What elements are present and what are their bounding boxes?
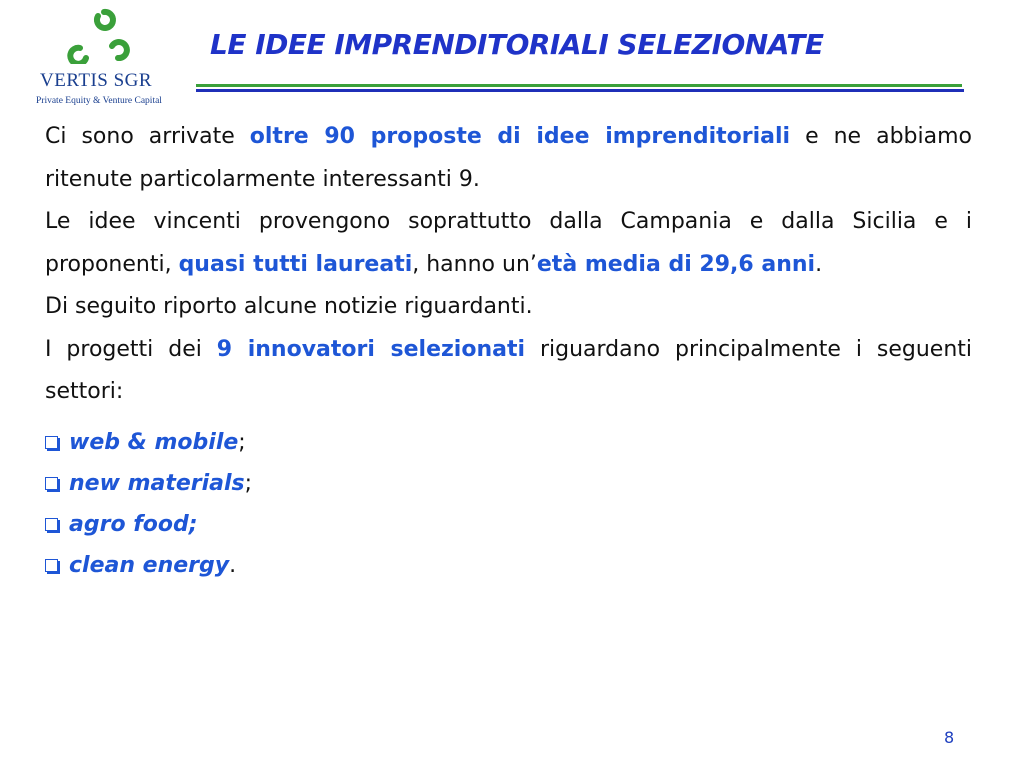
sector-suffix: ; — [238, 429, 246, 455]
highlight-innovators: 9 innovatori selezionati — [216, 336, 526, 362]
paragraph-text: I progetti dei — [45, 336, 217, 362]
paragraph-text: , hanno un’ — [412, 251, 537, 277]
sector-suffix: . — [229, 552, 237, 578]
sector-label: new materials — [69, 470, 245, 496]
highlight-average-age: età media di 29,6 anni — [536, 251, 816, 277]
checkbox-bullet-icon — [45, 559, 58, 572]
slide-title: LE IDEE IMPRENDITORIALI SELEZIONATE — [210, 28, 824, 61]
paragraph-news: Di seguito riporto alcune notizie riguardanti. — [45, 294, 533, 319]
title-rule-blue — [196, 89, 964, 92]
vertis-logo-icon — [66, 8, 130, 64]
page-number: 8 — [944, 728, 955, 747]
list-item — [45, 463, 972, 504]
checkbox-bullet-icon — [45, 518, 58, 531]
sector-suffix: ; — [244, 470, 253, 496]
sector-label: clean energy — [69, 552, 230, 578]
paragraph-text: Le idee vincenti provengono soprattutto dalla Campania e dalla Sicilia e i proponenti, — [45, 209, 972, 277]
list-item — [45, 422, 972, 463]
paragraph-projects — [45, 329, 972, 414]
vertis-logo — [28, 8, 178, 108]
paragraph-text: riguardano principalmente i seguenti settori: — [45, 336, 973, 404]
checkbox-bullet-icon — [45, 436, 58, 449]
title-rule-green — [196, 84, 962, 87]
sector-label: web & mobile — [69, 429, 239, 455]
paragraph-text: . — [815, 251, 823, 277]
sector-label: agro food; — [69, 511, 198, 537]
paragraph-proposals — [45, 116, 972, 201]
slide-body — [45, 116, 972, 586]
logo-tagline: Private Equity & Venture Capital — [36, 96, 162, 106]
highlight-proposals: oltre 90 proposte di idee imprenditoriali — [249, 124, 791, 149]
paragraph-text: Ci sono arrivate — [45, 124, 250, 149]
list-item — [45, 545, 972, 586]
paragraph-text: e ne abbiamo ritenute particolarmente interessanti 9. — [45, 124, 972, 192]
checkbox-bullet-icon — [45, 477, 58, 490]
highlight-graduates: quasi tutti laureati — [178, 251, 413, 277]
sector-list — [45, 422, 972, 586]
paragraph-winners — [45, 201, 972, 286]
logo-name: VERTIS SGR — [40, 70, 153, 91]
list-item — [45, 504, 972, 545]
